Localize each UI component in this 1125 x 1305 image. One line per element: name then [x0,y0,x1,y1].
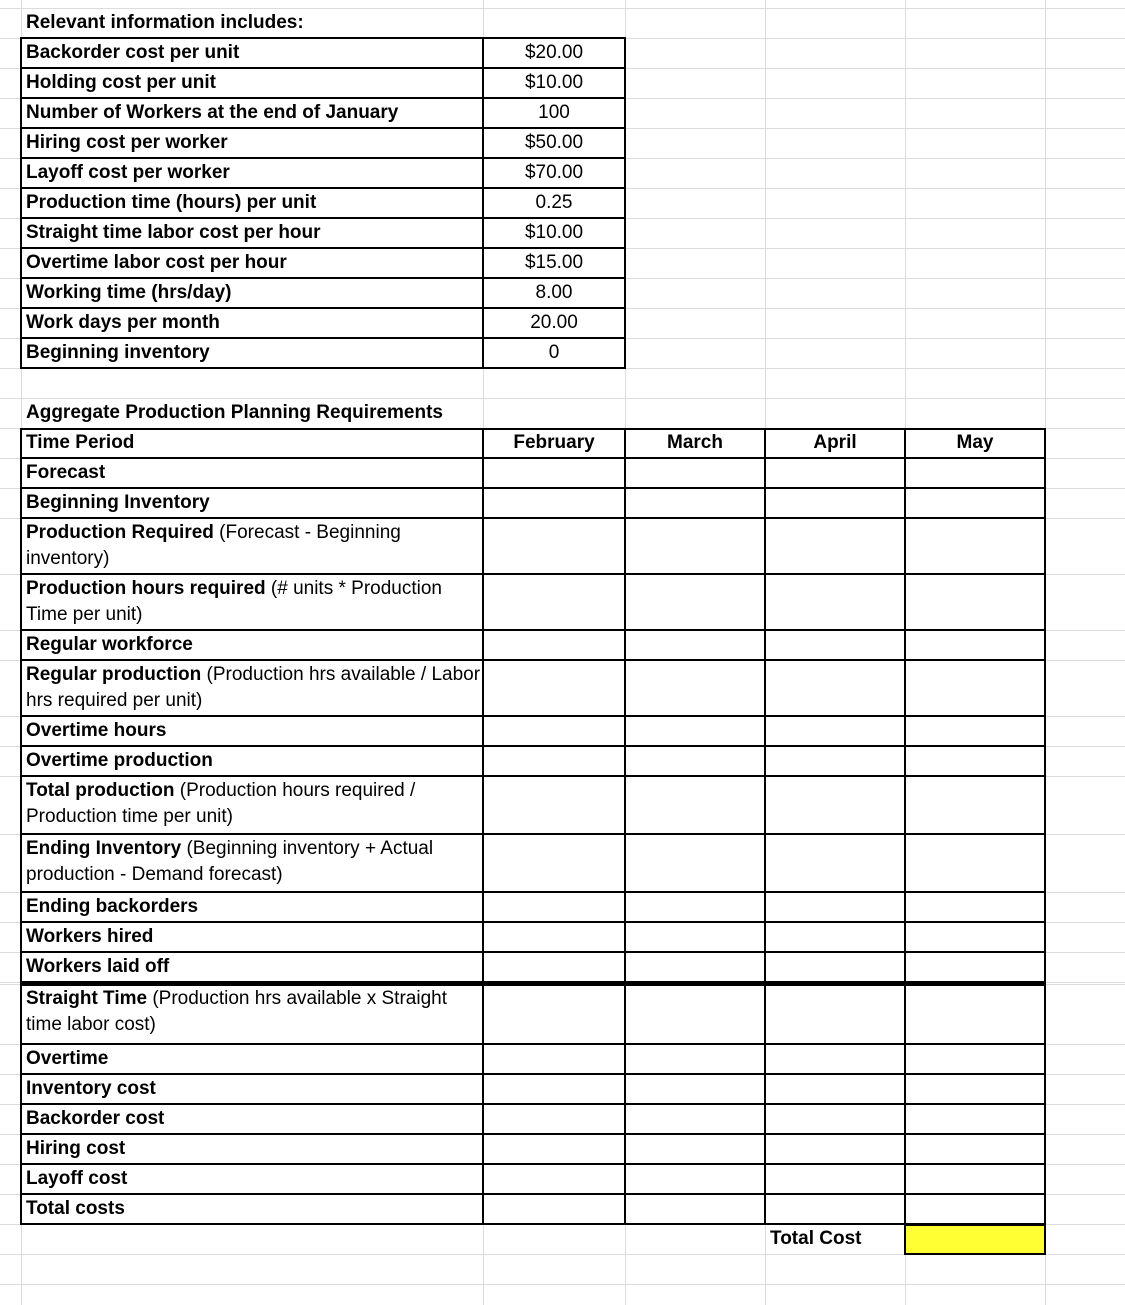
app-row-label [21,924,481,952]
relevant-table-border [21,217,626,219]
app-row-month-cell[interactable] [905,922,1045,952]
cost-row-month-cell[interactable] [625,1044,765,1074]
relevant-row-label: Work days per month [26,312,220,333]
app-row-label-bold: Production hours required [26,578,266,599]
app-row-label [21,490,481,518]
relevant-table-border [21,97,626,99]
app-row-month-cell[interactable] [625,458,765,488]
app-row-month-cell[interactable] [625,834,765,892]
relevant-row-label: Production time (hours) per unit [26,192,317,213]
app-row-month-cell[interactable] [483,834,625,892]
cost-row-month-cell[interactable] [483,984,625,1044]
total-cost-label: Total Cost [770,1228,862,1249]
relevant-table-border [21,157,626,159]
app-row-month-cell[interactable] [483,776,625,834]
relevant-row-value[interactable]: 8.00 [535,282,573,303]
app-row-month-cell[interactable] [765,574,905,630]
app-row-label [21,718,481,746]
relevant-table-border [624,37,626,369]
app-row-label-bold: Beginning Inventory [26,492,210,513]
app-row-month-cell[interactable] [905,952,1045,982]
app-row-month-cell[interactable] [625,892,765,922]
app-row-month-cell[interactable] [905,574,1045,630]
app-row-month-cell[interactable] [905,458,1045,488]
app-row-label [21,632,481,660]
app-row-label [21,954,481,982]
cost-row-month-cell[interactable] [483,1074,625,1104]
app-row-month-cell[interactable] [625,630,765,660]
cost-row-label-note: (Production hrs available x Straight time labor cost) [26,988,447,1035]
month-header-april: April [813,432,857,453]
cost-row-month-cell[interactable] [483,1164,625,1194]
cost-row-month-cell[interactable] [765,1134,905,1164]
relevant-table-border [20,37,22,369]
app-row-label-bold: Production Required [26,522,214,543]
cost-table-border [21,1043,1046,1045]
app-row-label-bold: Overtime hours [26,720,167,741]
app-row-month-cell[interactable] [905,518,1045,574]
cost-row-month-cell[interactable] [765,1164,905,1194]
relevant-row-value[interactable]: 20.00 [530,312,578,333]
relevant-row-value[interactable]: $50.00 [524,132,584,153]
app-row-label-bold: Ending Inventory [26,838,182,859]
app-row-month-cell[interactable] [483,660,625,716]
app-row-label-note: (Beginning inventory + Actual production - Demand forecast) [26,838,434,885]
app-row-month-cell[interactable] [483,488,625,518]
cost-row-label [21,1136,481,1164]
app-table-border [21,715,1046,717]
relevant-table-border [482,37,484,369]
app-row-label-note: (Production hours required / Production time per unit) [26,780,416,827]
app-table-border [21,573,1046,575]
relevant-row-value[interactable]: $15.00 [524,252,584,273]
app-row-month-cell[interactable] [483,518,625,574]
cost-row-label-bold: Inventory cost [26,1078,156,1099]
app-table-border [20,428,22,1225]
app-row-month-cell[interactable] [905,776,1045,834]
cost-row-month-cell[interactable] [905,1074,1045,1104]
app-table-border [21,951,1046,953]
app-table-border [624,428,626,1225]
app-row-month-cell[interactable] [483,892,625,922]
cost-table-border [21,1103,1046,1105]
cost-row-label-bold: Backorder cost [26,1108,165,1129]
app-row-month-cell[interactable] [905,660,1045,716]
app-row-month-cell[interactable] [625,716,765,746]
time-period-label: Time Period [26,432,135,453]
cost-table-border [21,1193,1046,1195]
app-row-month-cell[interactable] [905,892,1045,922]
cost-table-border [21,1223,1046,1225]
app-row-month-cell[interactable] [765,488,905,518]
cost-row-label-bold: Layoff cost [26,1168,128,1189]
app-row-month-cell[interactable] [625,922,765,952]
cost-row-label-bold: Total costs [26,1198,125,1219]
app-row-label-note: (# units * Production Time per unit) [26,578,442,625]
relevant-row-value[interactable]: $70.00 [524,162,584,183]
app-row-month-cell[interactable] [765,952,905,982]
app-row-label-bold: Forecast [26,462,106,483]
relevant-row-label: Beginning inventory [26,342,210,363]
app-row-label [21,576,481,630]
relevant-table-border [21,277,626,279]
app-row-month-cell[interactable] [765,922,905,952]
app-row-month-cell[interactable] [625,660,765,716]
relevant-row-value[interactable]: 100 [538,102,570,123]
app-row-month-cell[interactable] [765,892,905,922]
app-row-month-cell[interactable] [905,630,1045,660]
app-row-month-cell[interactable] [765,776,905,834]
cost-row-label-bold: Straight Time [26,988,148,1009]
app-row-label-note: (Forecast - Beginning inventory) [26,522,401,569]
app-row-label [21,748,481,776]
cost-row-month-cell[interactable] [905,1044,1045,1074]
relevant-row-label: Layoff cost per worker [26,162,230,183]
relevant-row-label: Holding cost per unit [26,72,216,93]
app-row-month-cell[interactable] [905,834,1045,892]
cost-row-month-cell[interactable] [905,1194,1045,1224]
cost-row-month-cell[interactable] [625,1104,765,1134]
cost-row-month-cell[interactable] [483,1044,625,1074]
cost-table-border [21,1133,1046,1135]
app-row-label [21,662,481,716]
app-row-month-cell[interactable] [625,952,765,982]
relevant-table-border [21,187,626,189]
app-row-month-cell[interactable] [483,952,625,982]
app-row-label-note: (Production hrs available / Labor hrs required per unit) [26,664,481,711]
app-row-month-cell[interactable] [625,776,765,834]
app-row-month-cell[interactable] [625,746,765,776]
app-row-label [21,520,481,574]
cost-row-month-cell[interactable] [625,1164,765,1194]
app-table-border [21,659,1046,661]
cost-row-month-cell[interactable] [625,984,765,1044]
app-row-month-cell[interactable] [905,746,1045,776]
relevant-row-label: Hiring cost per worker [26,132,228,153]
total-cost-cell[interactable] [904,1224,1046,1255]
cost-row-month-cell[interactable] [765,1074,905,1104]
app-row-month-cell[interactable] [483,922,625,952]
app-table-border [21,517,1046,519]
relevant-info-title: Relevant information includes: [26,12,304,33]
cost-row-label [21,1106,481,1134]
cost-row-label [21,986,481,1044]
relevant-row-value[interactable]: $10.00 [524,222,584,243]
app-row-label-bold: Overtime production [26,750,213,771]
app-row-label-bold: Total production [26,780,175,801]
relevant-row-label: Working time (hrs/day) [26,282,232,303]
relevant-table-border [21,247,626,249]
app-row-month-cell[interactable] [483,746,625,776]
app-row-month-cell[interactable] [483,458,625,488]
relevant-table-border [21,127,626,129]
relevant-row-value[interactable]: 0 [548,342,560,363]
app-table-border [482,428,484,1225]
cost-row-label-bold: Overtime [26,1048,109,1069]
cost-row-month-cell[interactable] [483,1194,625,1224]
month-header-may: May [956,432,994,453]
app-row-month-cell[interactable] [625,574,765,630]
app-row-month-cell[interactable] [765,458,905,488]
app-row-month-cell[interactable] [905,716,1045,746]
app-row-month-cell[interactable] [625,488,765,518]
relevant-row-value[interactable]: 0.25 [535,192,573,213]
app-row-label-bold: Regular production [26,664,202,685]
app-row-label-bold: Workers laid off [26,956,170,977]
cost-table-border [21,1073,1046,1075]
cost-row-month-cell[interactable] [905,1134,1045,1164]
app-table-border [904,428,906,1225]
relevant-row-label: Straight time labor cost per hour [26,222,321,243]
app-row-label-bold: Ending backorders [26,896,199,917]
relevant-row-label: Number of Workers at the end of January [26,102,399,123]
relevant-row-value[interactable]: $10.00 [524,72,584,93]
relevant-table-border [21,367,626,369]
app-table-border [21,428,1046,430]
cost-row-month-cell[interactable] [765,1044,905,1074]
app-row-month-cell[interactable] [625,518,765,574]
cost-row-month-cell[interactable] [905,1164,1045,1194]
app-row-month-cell[interactable] [483,716,625,746]
app-row-label-bold: Workers hired [26,926,154,947]
cost-row-month-cell[interactable] [765,1194,905,1224]
relevant-row-value[interactable]: $20.00 [524,42,584,63]
app-row-label [21,836,481,892]
relevant-table-border [21,67,626,69]
cost-row-month-cell[interactable] [483,1104,625,1134]
app-table-border [21,891,1046,893]
cost-row-month-cell[interactable] [905,984,1045,1044]
month-header-march: March [667,432,723,453]
app-row-month-cell[interactable] [765,746,905,776]
app-row-month-cell[interactable] [765,716,905,746]
relevant-table-border [21,37,626,39]
cost-row-month-cell[interactable] [905,1104,1045,1134]
app-row-label-bold: Regular workforce [26,634,193,655]
app-table-thick-divider [21,981,1046,986]
cost-row-month-cell[interactable] [765,984,905,1044]
cost-table-border [21,1163,1046,1165]
app-table-border [21,457,1046,459]
cost-row-month-cell[interactable] [625,1074,765,1104]
app-section-title: Aggregate Production Planning Requirements [26,402,443,423]
cost-row-label-bold: Hiring cost [26,1138,126,1159]
cost-row-label [21,1076,481,1104]
cost-row-month-cell[interactable] [625,1194,765,1224]
relevant-table-border [21,337,626,339]
relevant-table-border [21,307,626,309]
app-table-border [21,745,1046,747]
relevant-row-label: Overtime labor cost per hour [26,252,287,273]
app-table-border [21,487,1046,489]
app-table-border [764,428,766,1225]
app-table-border [21,629,1046,631]
app-row-month-cell[interactable] [483,574,625,630]
app-table-border [1044,428,1046,1225]
app-table-border [21,921,1046,923]
cost-row-label [21,1166,481,1194]
cost-row-label [21,1046,481,1074]
app-row-month-cell[interactable] [483,630,625,660]
app-row-month-cell[interactable] [765,630,905,660]
cost-row-month-cell[interactable] [625,1134,765,1164]
app-table-border [21,775,1046,777]
cost-row-month-cell[interactable] [483,1134,625,1164]
relevant-row-label: Backorder cost per unit [26,42,240,63]
app-row-month-cell[interactable] [765,834,905,892]
app-row-month-cell[interactable] [905,488,1045,518]
cost-row-label [21,1196,481,1224]
month-header-february: February [513,432,595,453]
app-row-label [21,778,481,834]
app-row-label [21,894,481,922]
app-row-month-cell[interactable] [765,660,905,716]
app-row-month-cell[interactable] [765,518,905,574]
app-table-border [21,833,1046,835]
app-row-label [21,460,481,488]
cost-row-month-cell[interactable] [765,1104,905,1134]
